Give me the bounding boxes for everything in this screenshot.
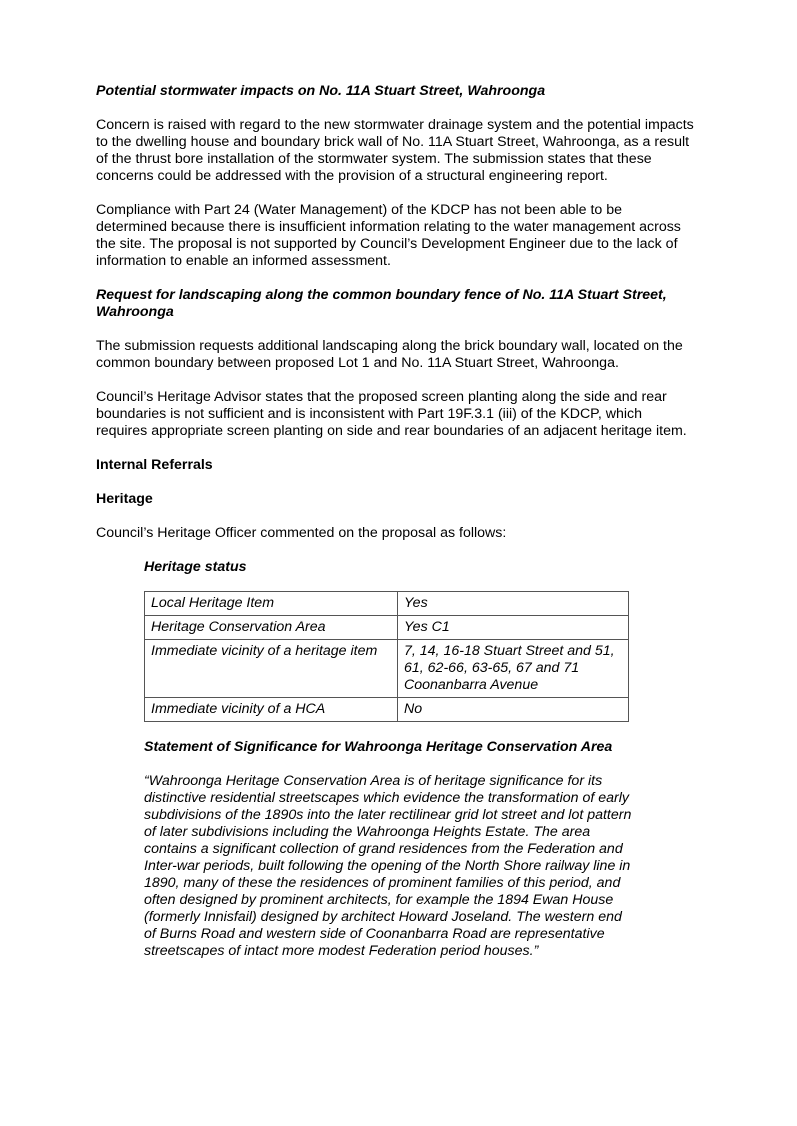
landscaping-heading: Request for landscaping along the common boundary fence of No. 11A Stuart Street, Wahroonga	[96, 287, 667, 320]
document-page	[96, 83, 706, 960]
table-cell-label: Immediate vicinity of a HCA	[145, 698, 398, 722]
table-row	[145, 616, 629, 640]
significance-quote: “Wahroonga Heritage Conservation Area is of heritage significance for its distinctive residential streetscapes which evidence the transformation of early subdivisions of the 1890s into the later rectilinear grid lot street and lot pattern of later subdivisions including the Wahroonga Heights Estate. The area contains a significant collection of grand residences from the Federation and Inter-war periods, built following the opening of the North Shore railway line in 1890, many of these the residences of prominent families of this period, and often designed by prominent architects, for example the 1894 Ewan House (formerly Innisfail) designed by architect Howard Joseland. The western end of Burns Road and western side of Coonanbarra Road are representative streetscapes of intact more modest Federation period houses.”	[144, 773, 632, 959]
heritage-heading: Heritage	[96, 491, 153, 507]
table-cell-label: Local Heritage Item	[145, 592, 398, 616]
table-cell-value: Yes	[398, 592, 629, 616]
table-row	[145, 592, 629, 616]
stormwater-paragraph-2: Compliance with Part 24 (Water Management) of the KDCP has not been able to be determined because there is insufficient information relating to the water management across the site. The proposal is not supported by Council’s Development Engineer due to the lack of information to enable an informed assessment.	[96, 202, 681, 269]
table-cell-label: Immediate vicinity of a heritage item	[145, 640, 398, 698]
heritage-status-heading: Heritage status	[144, 559, 247, 575]
landscaping-paragraph-2: Council’s Heritage Advisor states that the proposed screen planting along the side and rear boundaries is not sufficient and is inconsistent with Part 19F.3.1 (iii) of the KDCP, which requires appropriate screen planting on side and rear boundaries of an adjacent heritage item.	[96, 389, 687, 439]
stormwater-heading: Potential stormwater impacts on No. 11A Stuart Street, Wahroonga	[96, 83, 546, 99]
significance-heading: Statement of Significance for Wahroonga Heritage Conservation Area	[144, 739, 613, 755]
table-row	[145, 640, 629, 698]
heritage-intro: Council’s Heritage Officer commented on the proposal as follows:	[96, 525, 507, 541]
landscaping-paragraph-1: The submission requests additional landscaping along the brick boundary wall, located on the common boundary between proposed Lot 1 and No. 11A Stuart Street, Wahroonga.	[96, 338, 683, 371]
table-cell-value: Yes C1	[398, 616, 629, 640]
table-cell-label: Heritage Conservation Area	[145, 616, 398, 640]
heritage-status-table	[144, 591, 629, 722]
table-cell-value: 7, 14, 16-18 Stuart Street and 51, 61, 62-66, 63-65, 67 and 71 Coonanbarra Avenue	[398, 640, 629, 698]
internal-referrals-heading: Internal Referrals	[96, 457, 213, 473]
table-cell-value: No	[398, 698, 629, 722]
heritage-officer-comment	[144, 559, 634, 960]
table-row	[145, 698, 629, 722]
stormwater-paragraph-1: Concern is raised with regard to the new stormwater drainage system and the potential impacts to the dwelling house and boundary brick wall of No. 11A Stuart Street, Wahroonga, as a result of the thrust bore installation of the stormwater system. The submission states that these concerns could be addressed with the provision of a structural engineering report.	[96, 117, 694, 184]
